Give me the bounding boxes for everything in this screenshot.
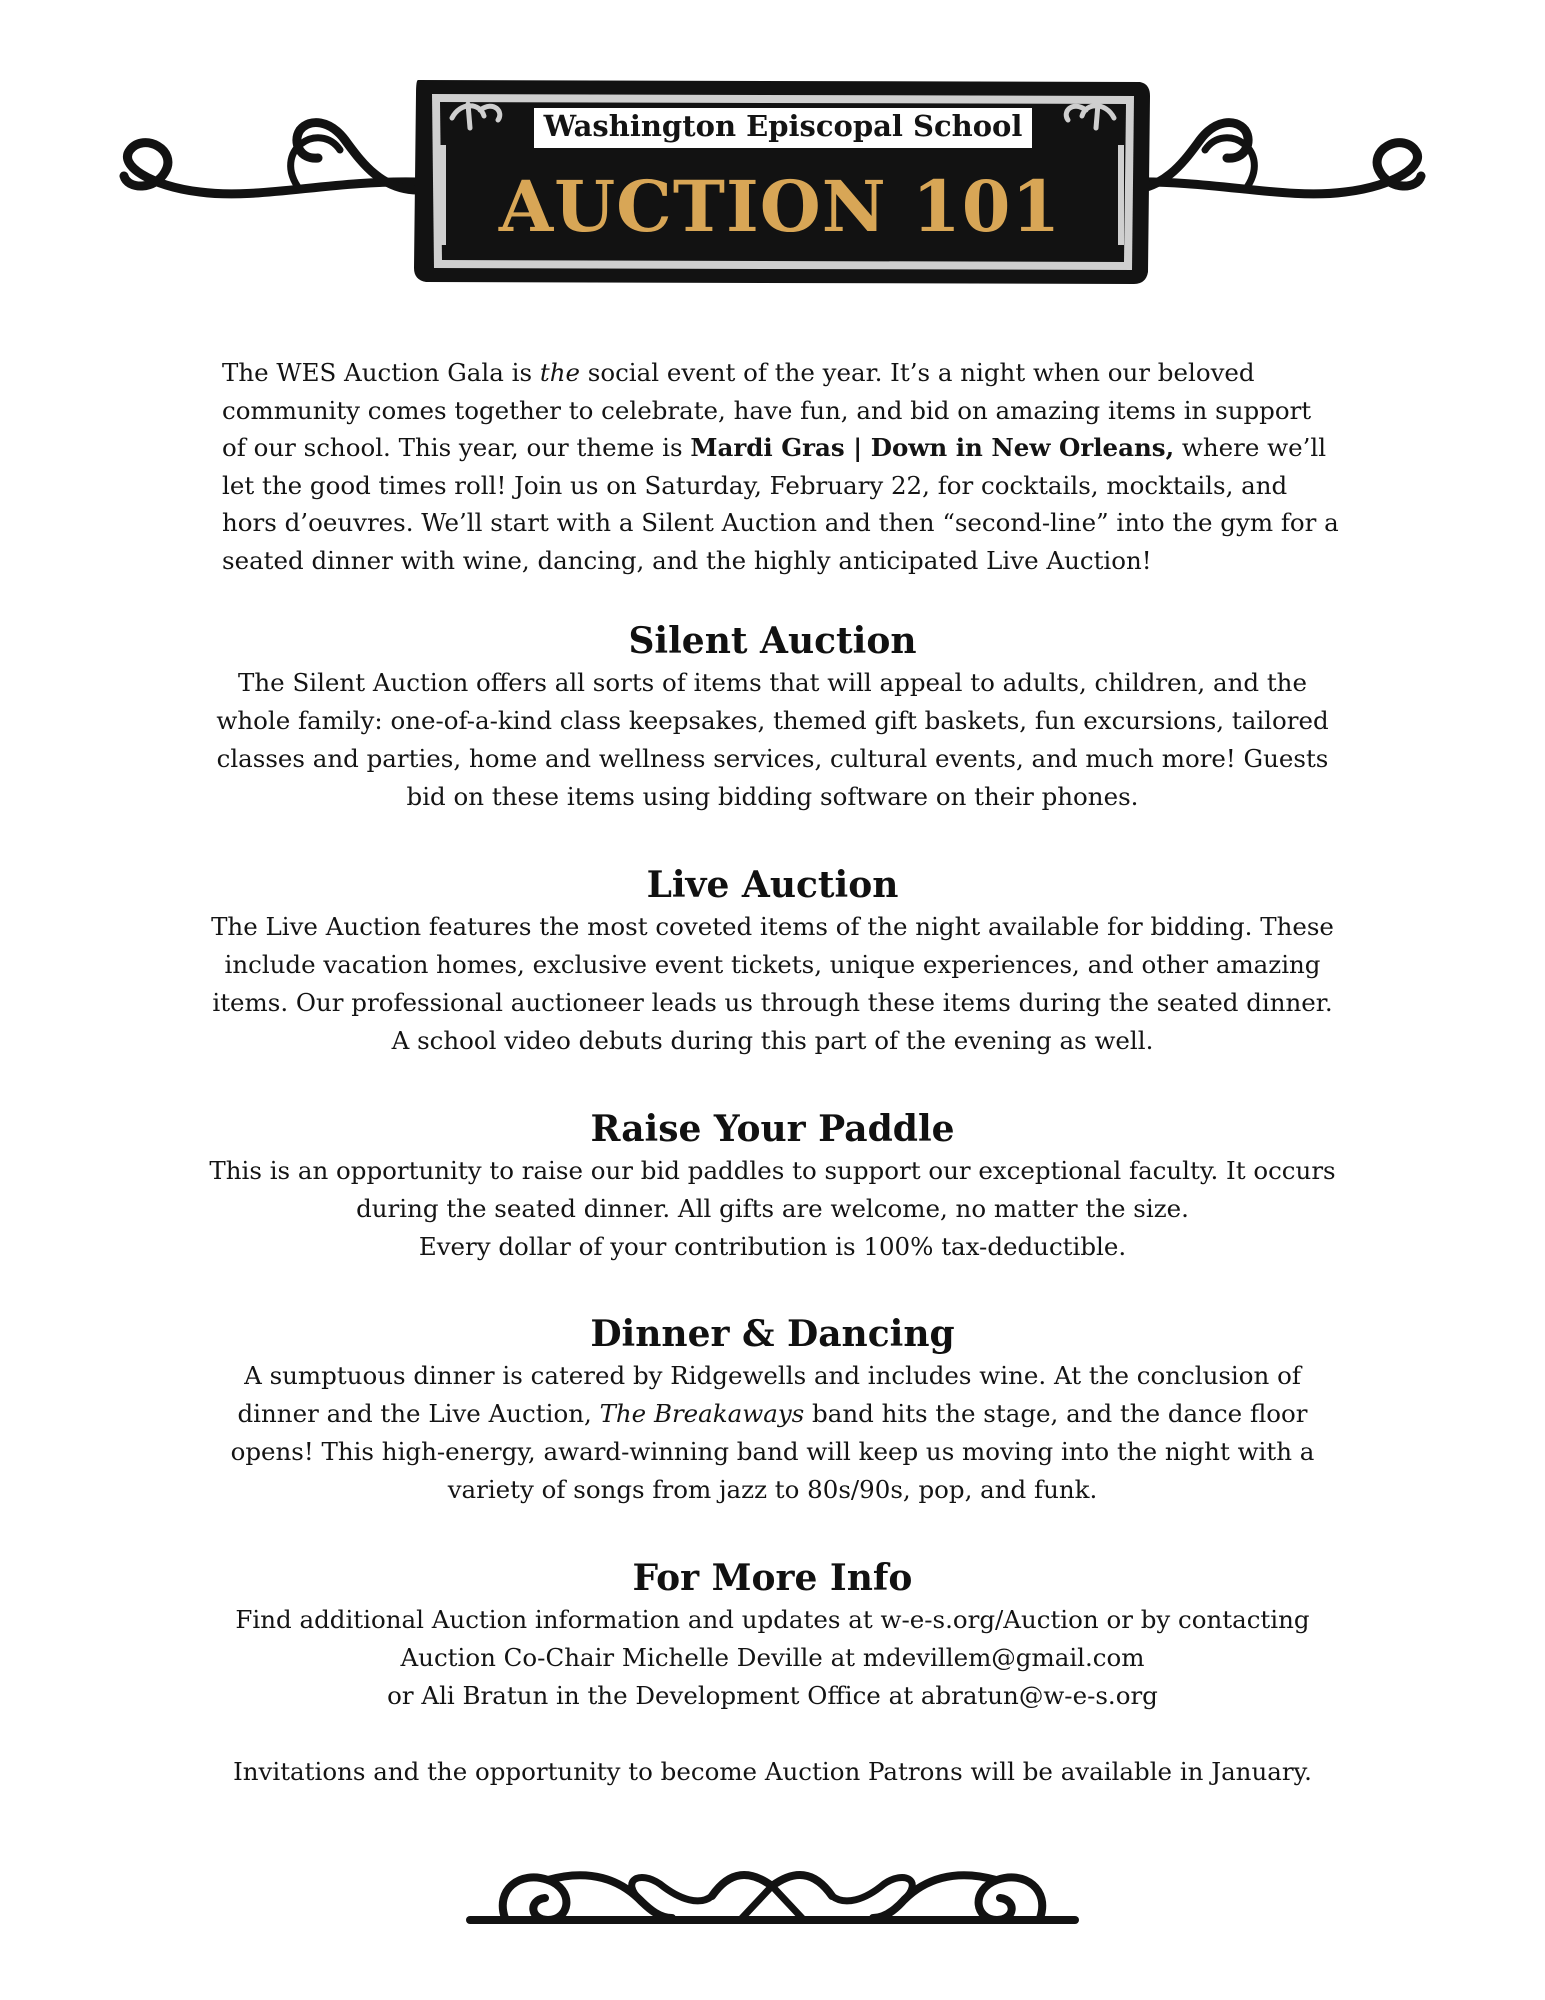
silent-auction-heading: Silent Auction [628, 620, 917, 662]
dinner-dancing-heading: Dinner & Dancing [590, 1313, 955, 1355]
dinner-line-2a: dinner and the Live Auction, [237, 1399, 600, 1428]
live-line: A school video debuts during this part of the evening as well. [391, 1026, 1154, 1055]
live-line: items. Our professional auctioneer leads us through these items during the seated dinner. [212, 988, 1333, 1017]
dinner-line [200, 1395, 1345, 1433]
closing-line: Invitations and the opportunity to become Auction Patrons will be available in January. [233, 1757, 1312, 1786]
live-line: include vacation homes, exclusive event tickets, unique experiences, and other amazing [224, 950, 1321, 979]
dinner-line: A sumptuous dinner is catered by Ridgewells and includes wine. At the conclusion of [244, 1361, 1301, 1390]
info-line: Auction Co-Chair Michelle Deville at mdevillem@gmail.com [400, 1643, 1145, 1672]
paddle-line: Every dollar of your contribution is 100% tax-deductible. [418, 1232, 1127, 1261]
info-line: Find additional Auction information and updates at w-e-s.org/Auction or by contacting [235, 1605, 1310, 1634]
dinner-line-2b: band hits the stage, and the dance floor [804, 1399, 1308, 1428]
dinner-line: opens! This high-energy, award-winning band will keep us moving into the night with a [230, 1437, 1315, 1466]
live-auction-heading: Live Auction [646, 864, 899, 906]
header-sign-graphic [0, 0, 1545, 310]
section-dinner-dancing [200, 1311, 1345, 1509]
intro-text-1: The WES Auction Gala is [222, 358, 540, 387]
more-info-body [200, 1601, 1345, 1791]
section-more-info [200, 1555, 1345, 1791]
silent-auction-body [200, 664, 1345, 816]
dinner-dancing-body [200, 1357, 1345, 1509]
raise-paddle-heading: Raise Your Paddle [590, 1108, 955, 1150]
intro-italic-the: the [539, 358, 580, 387]
raise-paddle-body [200, 1152, 1345, 1266]
live-auction-body [200, 908, 1345, 1060]
intro-text-2: social event of the year. It’s a night when our beloved community comes together to celebrate, have fun, and bid on amazing items in support of our school. This year, our theme is [222, 358, 1312, 462]
paddle-line: This is an opportunity to raise our bid paddles to support our exceptional faculty. It occurs [209, 1156, 1336, 1185]
live-line: The Live Auction features the most coveted items of the night available for bidding. These [211, 912, 1334, 941]
intro-text-3: where we’ll let the good times roll! Join us on Saturday, February 22, for cocktails, mocktails, and hors d’oeuvres. We’ll start with a Silent Auction and then “second-line” into the gym for a seated dinner with wine, dancing, and the highly anticipated Live Auction! [222, 433, 1339, 575]
silent-line: The Silent Auction offers all sorts of items that will appeal to adults, children, and the [238, 668, 1307, 697]
info-line: or Ali Bratun in the Development Office at abratun@w-e-s.org [387, 1681, 1158, 1710]
footer-ornament [0, 1840, 1545, 1950]
more-info-heading: For More Info [632, 1557, 913, 1599]
band-name: The Breakaways [599, 1399, 805, 1428]
intro-theme: Mardi Gras | Down in New Orleans, [690, 433, 1175, 462]
silent-line: whole family: one-of-a-kind class keepsakes, themed gift baskets, fun excursions, tailored [216, 706, 1329, 735]
intro-paragraph [222, 354, 1342, 579]
page-title: AUCTION 101 [498, 165, 1062, 248]
dinner-line: variety of songs from jazz to 80s/90s, pop, and funk. [447, 1475, 1098, 1504]
silent-line: bid on these items using bidding software on their phones. [406, 782, 1139, 811]
section-raise-your-paddle [200, 1106, 1345, 1266]
section-live-auction [200, 862, 1345, 1060]
section-silent-auction [200, 618, 1345, 816]
paddle-line: during the seated dinner. All gifts are welcome, no matter the size. [356, 1194, 1189, 1223]
silent-line: classes and parties, home and wellness services, cultural events, and much more! Guests [216, 744, 1329, 773]
school-name: Washington Episcopal School [543, 109, 1023, 143]
